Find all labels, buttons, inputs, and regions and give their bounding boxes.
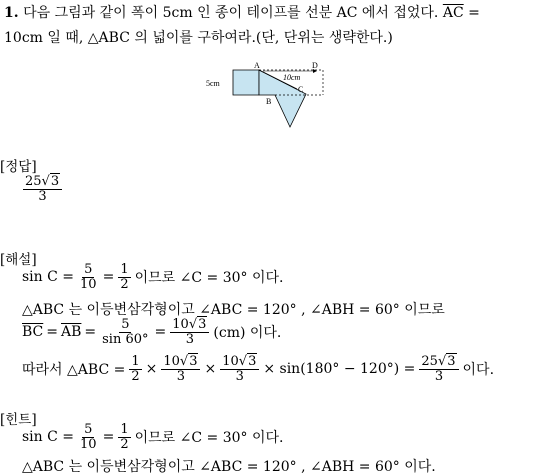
sol3-f1-num: 5 — [121, 317, 130, 332]
label-b: B — [266, 97, 272, 106]
hint1-f2-num: 1 — [120, 422, 129, 437]
solution-heading: [해설] — [0, 252, 37, 268]
problem-text-2: 10cm 일 때, △ABC 의 넓이를 구하여라.(단, 단위는 생략한다.) — [4, 30, 393, 46]
hint1-eq: = — [102, 429, 115, 446]
label-10cm: 10cm — [283, 73, 301, 82]
sol4-pre: 따라서 △ABC = — [22, 362, 126, 379]
hint-line-2: △ABC 는 이등변삼각형이고 ∠ABC = 120° , ∠ABH = 60° 이다. — [22, 459, 436, 475]
problem-line-1 — [4, 2, 480, 22]
sol4-f3-coef: 10 — [222, 354, 239, 369]
answer-radicand: 3 — [50, 174, 60, 189]
sol3-eq2: = — [84, 324, 97, 341]
sol4-f4-coef: 25 — [421, 354, 438, 369]
problem-text-1: 다음 그림과 같이 폭이 5cm 인 종이 테이프를 선분 AC 에서 접었다. — [23, 5, 439, 21]
answer-value: $\frac{25√3}{3}$ — [22, 175, 63, 203]
sol1-f1-den: 10 — [80, 276, 97, 292]
label-a: A — [254, 61, 260, 70]
solution-line-2: △ABC 는 이등변삼각형이고 ∠ABC = 120° , ∠ABH = 60° 이므로 — [22, 302, 445, 318]
sol4-f1-num: 1 — [131, 354, 140, 369]
sol3-eq1: = — [46, 324, 58, 341]
problem-number: 1. — [4, 5, 19, 21]
solution-line-4: 따라서 △ABC = $\frac{1}{2}$ × $\frac{10√3}{3}$ × $\frac{10√3}{3}$ × sin(180° − 120°) = $\frac{25√3}{3}$ 이다. — [22, 354, 495, 384]
sol4-f4-den: 3 — [434, 368, 444, 384]
solution-line-3: $\overline{BC}$ = $\overline{AB}$ = $\frac{5}{\sin 60^\circ}$ = $\frac{10√3}{3}$ (cm) 이다. — [22, 317, 282, 347]
sol1-f2-den: 2 — [120, 276, 129, 292]
answer-den: 3 — [38, 188, 47, 204]
equals-sign: = — [468, 5, 480, 21]
sol4-f1-den: 2 — [131, 368, 140, 384]
sol4-f2-den: 3 — [176, 368, 186, 384]
hint1-f2-den: 2 — [120, 436, 129, 452]
label-d: D — [312, 61, 318, 70]
segment-ab: $\overline{AB}$ — [61, 324, 82, 341]
sol1-eq: = — [102, 269, 115, 286]
hint-heading: [힌트] — [0, 412, 37, 428]
sol3-f1-den: sin 60° — [102, 331, 149, 347]
segment-bc: $\overline{BC}$ — [22, 324, 44, 341]
answer-coef: 25 — [25, 174, 42, 189]
sol3-eq3: = — [154, 324, 167, 341]
sol4-mid: × sin(180° − 120°) = — [263, 361, 416, 378]
label-c: C — [298, 85, 304, 94]
sol1-text: 이므로 ∠C = 30° 이다. — [134, 270, 284, 287]
sol1-f1-num: 5 — [84, 262, 93, 277]
hint1-f1-den: 10 — [80, 436, 97, 452]
label-5cm: 5cm — [206, 79, 220, 88]
solution-line-1 — [22, 263, 283, 291]
sol4-f2-rad: 3 — [189, 354, 198, 369]
answer-heading: [정답] — [0, 159, 37, 175]
sol3-f2-coef: 10 — [172, 317, 189, 332]
sol4-f3-rad: 3 — [248, 354, 257, 369]
sol1-f2-num: 1 — [120, 262, 129, 277]
sol4-f3-den: 3 — [235, 368, 244, 384]
sol4-f4-rad: 3 — [447, 354, 456, 369]
sol4-x2: × — [204, 361, 217, 378]
sol4-text: 이다. — [462, 362, 495, 379]
sol3-text: (cm) 이다. — [213, 325, 282, 342]
hint1-text: 이므로 ∠C = 30° 이다. — [134, 430, 284, 447]
sol4-f2-coef: 10 — [163, 354, 180, 369]
sol4-x1: × — [145, 361, 158, 378]
sol1-lhs: sin C = — [22, 269, 75, 286]
tape-left-strip — [233, 70, 259, 95]
hint-line-1 — [22, 423, 283, 451]
sol3-f2-rad: 3 — [198, 317, 207, 332]
sol3-f2-den: 3 — [185, 331, 194, 347]
tape-figure — [203, 58, 333, 130]
hint1-f1-num: 5 — [84, 422, 93, 437]
hint1-lhs: sin C = — [22, 429, 75, 446]
segment-ac: $\overline{AC}$ — [442, 5, 464, 21]
